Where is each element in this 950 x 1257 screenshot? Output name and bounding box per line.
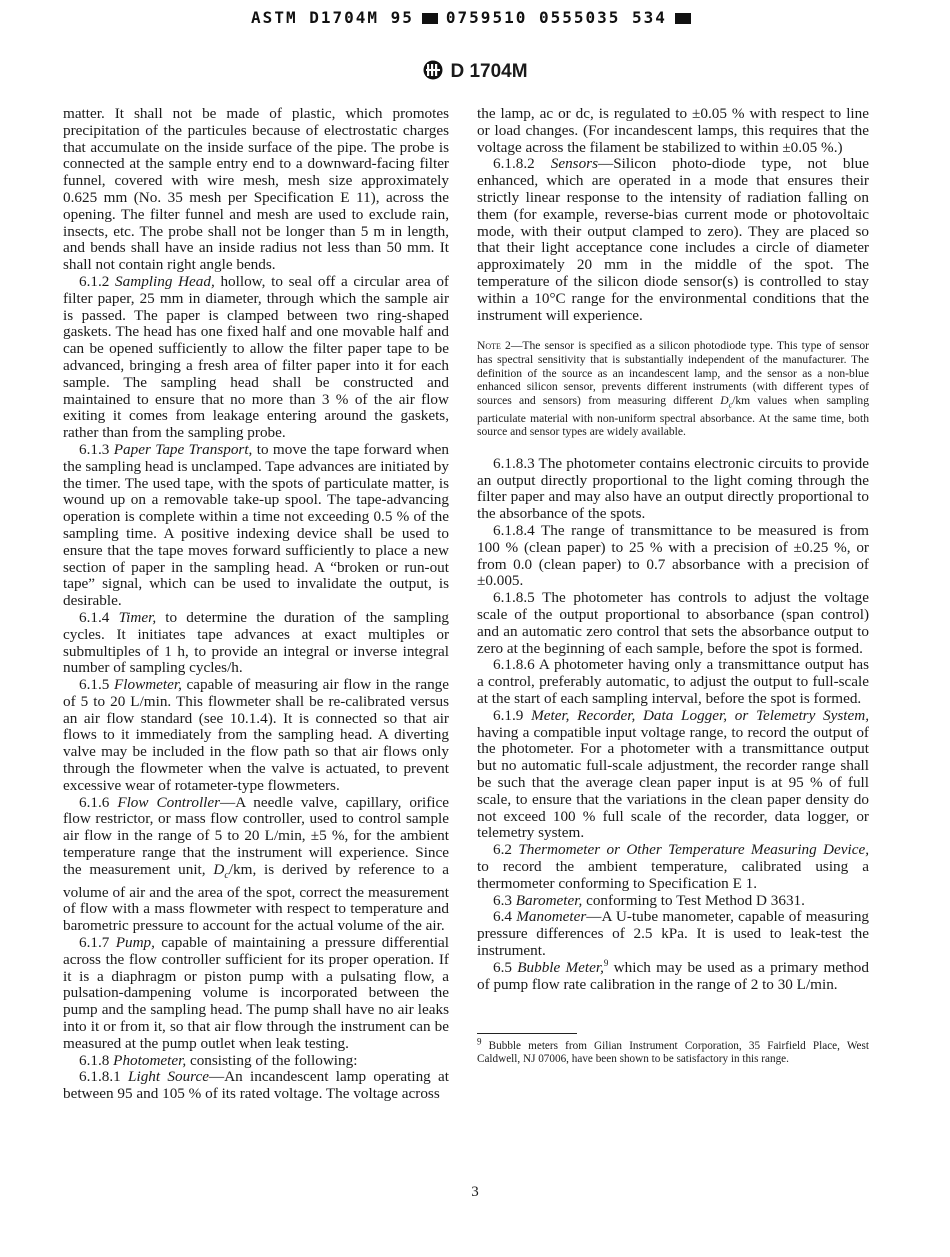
section-text: —An incandescent lamp operating at between 95 and 105 % of its rated voltage. The voltage across [63,1068,449,1103]
section-text: which may be used as a primary method of pump flow rate calibration in the range of 2 to 30 L/min. [477,958,869,993]
section-text: —Silicon photo-diode type, not blue enhanced, which are operated in a mode that ensures their strictly linear response to the intensity of radiation falling on them (for example, reverse-bias current mode or photovoltaic mode, with their output clamped to zero). They are placed so that their light acceptance cone includes a circle of diameter approximately 20 mm in the middle of the spot. The temperature of the silicon diode sensor(s) is controlled to stay within a 10°C range for the environmental conditions that the instrument will experience. [477,155,869,324]
section-number: 6.1.5 [79,676,110,694]
section-number: 6.5 [493,958,512,976]
designation-text: D 1704M [450,61,528,82]
paragraph-probe-continued: matter. It shall not be made of plastic, which promotes precipitation of the particules because of electrostatic charges that accumulate on the inside surface of the pipe. The probe is connected at the sample entry end to a downward-facing filter funnel, covered with wire mesh, mesh size approximately 0.625 mm (No. 35 mesh per Specification E 11), across the opening. The filter funnel and mesh are used to exclude rain, insects, etc. The probe shall not be longer than 5 m in length, and bends shall have an inside radius not less than 50 mm. It shall not contain right angle bends. [63,105,449,274]
section-6-1-8-5: 6.1.8.5 The photometer has controls to adjust the voltage scale of the output proportional to absorbance (span control) and an automatic zero control that sets the absorbance output to zero at the beginning of each sample, before the spot is formed. [477,589,869,657]
paragraph-light-source-continued: the lamp, ac or dc, is regulated to ±0.05 % with respect to line or load changes. (For incandescent lamps, this requires that the voltage across the filament be stabilized to within ±0.05 %.) [477,105,869,156]
section-6-2 [477,842,869,892]
section-number: 6.3 [493,891,512,909]
section-6-4 [477,909,869,959]
section-term: Light Source [128,1068,210,1086]
section-number: 6.1.2 [79,272,110,290]
section-6-1-8 [63,1053,449,1070]
unit-symbol: D [213,860,225,878]
note-2 [477,339,869,438]
section-term: Sensors [550,155,598,173]
header-right-code: 0759510 0555035 534 [445,8,667,27]
left-column [63,106,449,1103]
footnote-reference: 9 [603,957,609,968]
section-number: 6.1.8 [79,1051,110,1069]
unit-symbol: D [720,393,729,407]
section-term: Sampling Head, [115,272,215,290]
section-number: 6.1.6 [79,793,110,811]
section-6-1-9 [477,708,869,842]
section-term: Photometer, [113,1051,187,1069]
note-label: Note 2 [477,339,511,353]
section-term: Flowmeter, [113,676,182,694]
section-number: 6.1.9 [493,706,524,724]
section-number: 6.1.7 [79,934,110,952]
section-text: —A needle valve, capillary, orifice flow restrictor, or mass flow controller, used to control sample air flow in the range of 5 to 20 L/min, ±5 %, for the ambient temperature range that the instrument will experience. Since the measurement unit, [63,793,449,878]
section-6-1-3 [63,442,449,610]
section-text: capable of measuring air flow in the range of 5 to 20 L/min. This flowmeter shall be re-calibrated versus an air flow standard (see 10.1.4). It is connected so that air flows to it immediately from the sampling head. A diverting valve may be included in the flow path so that air flows only through the flowmeter when the valve is actuated, to prevent excessive wear of rotameter-type flowmeters. [63,676,449,794]
astm-logo-icon [422,60,444,80]
section-term: Meter, Recorder, Data Logger, or Telemetry System, [531,706,869,724]
section-number: 6.1.3 [79,440,110,458]
footnote-9 [477,1036,869,1066]
unit-subscript: c [728,400,733,410]
section-text: having a compatible input voltage range, to record the output of the photometer. For a photometer with a transmittance output but no automatic full-scale adjustment, the recorder range shall be such that the average clean paper input is at 95 % of full scale, to ensure that the variations in the clean paper density do not exceed 100 % full scale of the recorder, data logger, or telemetry system. [477,723,869,842]
section-term: Pump, [115,934,155,952]
section-number: 6.2 [493,841,512,859]
document-header-code [0,8,950,27]
section-6-1-8-1 [63,1069,449,1103]
section-6-5 [477,957,869,994]
note-text: —The sensor is specified as a silicon photodiode type. This type of sensor has spectral sensitivity that is substantially independent of the manufacturer. The definition of the source as an incandescent lamp, and the sensor as a non-blue enhanced silicon sensor, prevents different instruments (with different types of sources and sensors) from measuring different [477,339,869,407]
section-6-1-2 [63,274,449,442]
section-text: to determine the duration of the sampling cycles. It initiates tape advances at exact multiples or submultiples of 1 h, to provide an integral or inverse integral number of sampling cycles/h. [63,608,450,677]
section-text: hollow, to seal off a circular area of filter paper, 25 mm in diameter, through which the sample air is passed. The paper is clamped between two ring-shaped gaskets. The head has one fixed half and one movable half and can be opened sufficiently to allow the filter paper tape to be advanced, bringing a fresh area of filter paper into it for each sample. The sampling head shall be constructed and maintained to ensure that no more than 3 % of the air flow exiting it comes from leakage entering around the gaskets, rather than from the sampling probe. [63,272,449,442]
header-left-code: ASTM D1704M 95 [251,8,414,27]
section-6-1-6 [63,795,449,935]
section-text: consisting of the following: [186,1051,358,1069]
section-6-1-4 [63,610,449,677]
section-number: 6.4 [493,908,512,926]
footnote-divider [477,1033,577,1034]
section-text: to record the ambient temperature, calibrated using a thermometer conforming to Specification E 1. [477,857,869,892]
section-term: Timer, [118,608,157,626]
footnote-text: Bubble meters from Gilian Instrument Corporation, 35 Fairfield Place, West Caldwell, NJ 07006, have been shown to be satisfactory in this range. [477,1040,869,1066]
section-number: 6.1.8.2 [493,155,535,173]
section-number: 6.1.4 [79,608,110,626]
section-text: /km, is derived by reference to a volume of air and the area of the spot, correct the measurement of flow with a mass flowmeter with respect to temperature and barometric pressure to account for the actual volume of the air. [63,860,449,935]
section-term: Paper Tape Transport, [113,440,253,458]
document-title [0,60,950,83]
section-term: Barometer, [515,891,583,909]
right-column [477,106,869,1066]
section-term: Flow Controller [117,793,221,811]
section-6-1-7 [63,935,449,1053]
unit-subscript: c [224,869,229,881]
section-number: 6.1.8.1 [79,1068,121,1086]
section-text: —A U-tube manometer, capable of measuring pressure differences of 2.5 kPa. It is used to leak-test the instrument. [477,908,870,959]
section-term: Thermometer or Other Temperature Measuring Device, [518,841,870,859]
note-text: /km values when sampling particulate material with non-uniform spectral absorbance. At the same time, both source and sensor types are widely available. [477,393,869,439]
footnote-mark: 9 [477,1036,482,1047]
section-text: to move the tape forward when the sampling head is unclamped. Tape advances are initiated by the timer. The used tape, with the spots of particulate matter, is wound up on a removable take-up spool. The tape-advancing operation is complete within a time not exceeding 0.5 % of the sampling time. A positive indexing device shall be used to ensure that the tape moves forward sufficiently to place a new section of paper in the sampling head. A “broken or run-out tape” signal, which can be used to invalidate the output, is desirable. [63,440,450,610]
section-6-1-5 [63,677,449,795]
header-block-mark [422,13,438,24]
section-6-1-8-2 [477,156,869,324]
section-term: Bubble Meter, [517,958,604,976]
section-6-3 [477,893,869,910]
header-block-mark-end [675,13,691,24]
section-term: Manometer [516,908,587,926]
page-number: 3 [471,1184,479,1200]
section-6-1-8-3: 6.1.8.3 The photometer contains electronic circuits to provide an output directly proportional to the light coming through the filter paper and may also have an output directly proportional to the absorbance of the spots. [477,454,869,523]
section-6-1-8-4: 6.1.8.4 The range of transmittance to be measured is from 100 % (clean paper) to 25 % with a precision of ±0.25 %, or from 0.0 (clean paper) to 0.7 absorbance with a precision of ±0.005. [477,522,869,590]
section-text: capable of maintaining a pressure differential across the flow controller sufficient for its proper operation. If it is a diaphragm or piston pump with a pulsating flow, a pulsation-dampening volume is incorporated between the pump and the sampling head. The pump shall have no air leaks into it or from it, so that air flow through the instrument can be measured at the pump outlet when leak testing. [63,934,449,1052]
section-6-1-8-6: 6.1.8.6 A photometer having only a transmittance output has a control, preferably automatic, to adjust the output to full-scale at the start of each sampling interval, before the spot is formed. [477,656,869,707]
section-text: conforming to Test Method D 3631. [582,891,805,909]
